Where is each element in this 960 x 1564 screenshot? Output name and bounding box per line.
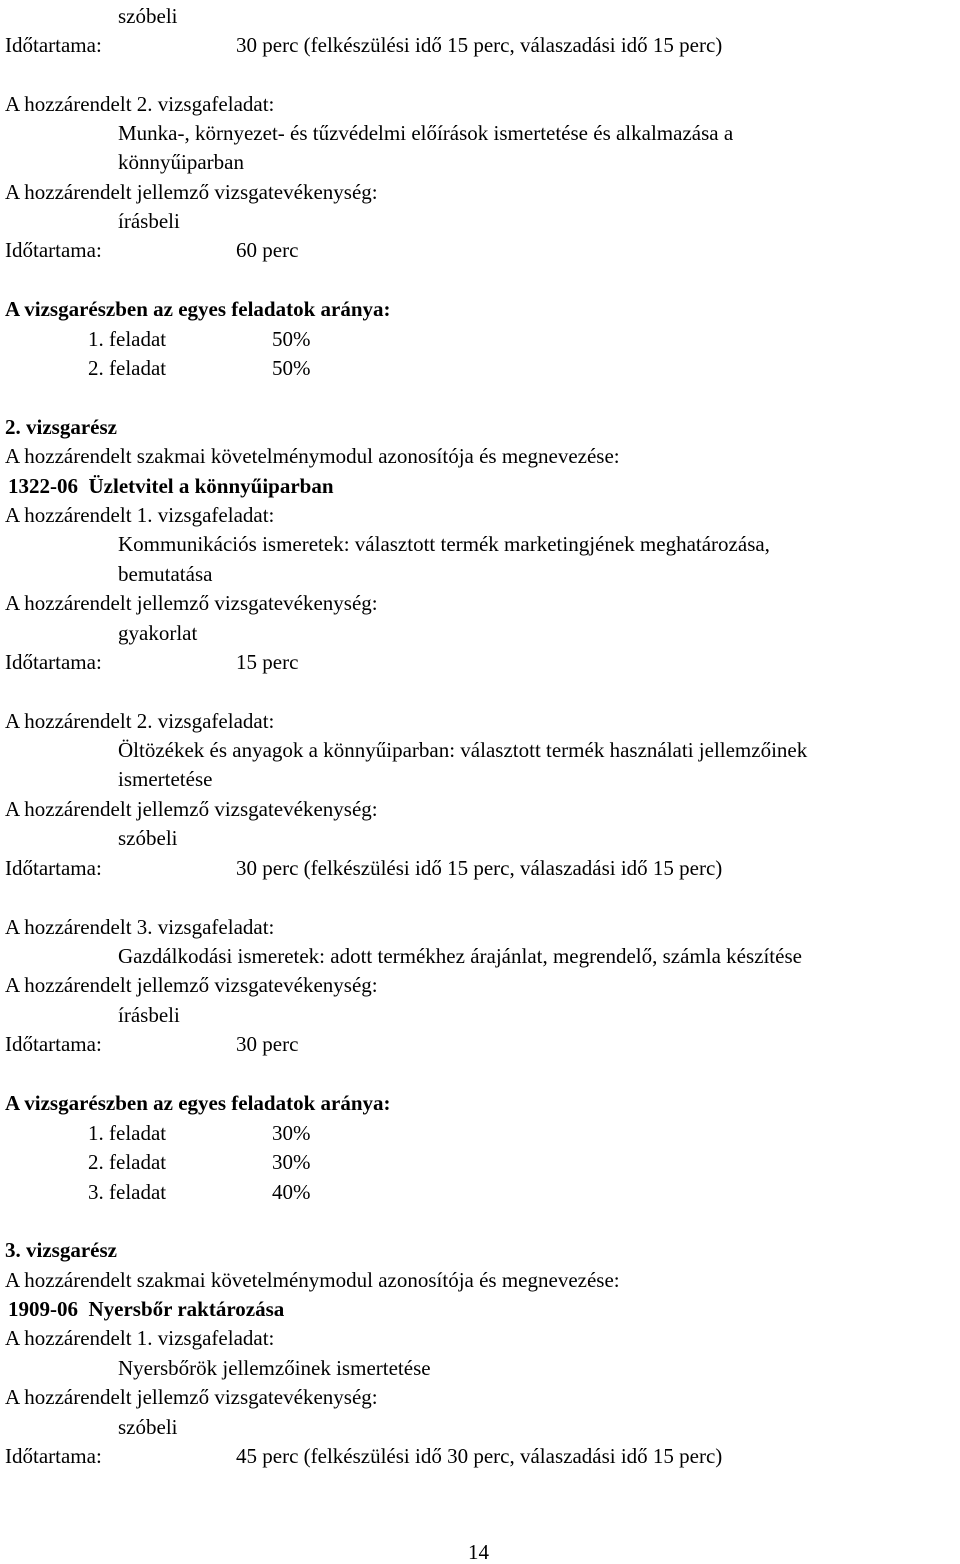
task-ratio-heading: A vizsgarészben az egyes feladatok aránya: [5,297,391,321]
module-title: 1322-06 Üzletvitel a könnyűiparban [8,474,334,498]
duration-value: 45 perc (felkészülési idő 30 perc, válaszadási idő 15 perc) [236,1444,723,1468]
exam-task-description: Kommunikációs ismeretek: választott termék marketingjének meghatározása, [118,532,770,556]
task-ratio-task: 1. feladat [88,1121,167,1145]
exam-task-description: Öltözékek és anyagok a könnyűiparban: választott termék használati jellemzőinek [118,738,808,762]
duration-value: 30 perc (felkészülési idő 15 perc, válaszadási idő 15 perc) [236,856,723,880]
exam-task-heading: A hozzárendelt 1. vizsgafeladat: [5,1326,275,1350]
exam-task-description: könnyűiparban [118,150,244,174]
task-ratio-percent: 30% [272,1150,311,1174]
exam-part-heading: 2. vizsgarész [5,415,117,439]
exam-part-heading: 3. vizsgarész [5,1238,117,1262]
activity-heading: A hozzárendelt jellemző vizsgatevékenység: [5,973,378,997]
module-heading: A hozzárendelt szakmai követelménymodul azonosítója és megnevezése: [5,1268,620,1292]
duration-value: 30 perc (felkészülési idő 15 perc, válaszadási idő 15 perc) [236,33,723,57]
activity-heading: A hozzárendelt jellemző vizsgatevékenység: [5,591,378,615]
duration-label: Időtartama: [5,1444,102,1468]
duration-label: Időtartama: [5,1032,102,1056]
activity-heading: A hozzárendelt jellemző vizsgatevékenység: [5,1385,378,1409]
exam-task-description: Nyersbőrök jellemzőinek ismertetése [118,1356,431,1380]
exam-task-description: ismertetése [118,767,213,791]
task-ratio-heading: A vizsgarészben az egyes feladatok aránya: [5,1091,391,1115]
exam-task-heading: A hozzárendelt 2. vizsgafeladat: [5,92,275,116]
module-title: 1909-06 Nyersbőr raktározása [8,1297,285,1321]
duration-label: Időtartama: [5,33,102,57]
task-ratio-percent: 50% [272,327,311,351]
exam-task-heading: A hozzárendelt 2. vizsgafeladat: [5,709,275,733]
duration-label: Időtartama: [5,650,102,674]
activity-heading: A hozzárendelt jellemző vizsgatevékenység: [5,180,378,204]
task-ratio-task: 2. feladat [88,356,167,380]
duration-value: 30 perc [236,1032,299,1056]
exam-task-description: Munka-, környezet- és tűzvédelmi előírások ismertetése és alkalmazása a [118,121,734,145]
task-ratio-task: 2. feladat [88,1150,167,1174]
duration-value: 60 perc [236,238,299,262]
task-ratio-percent: 50% [272,356,311,380]
task-ratio-task: 1. feladat [88,327,167,351]
task-ratio-task: 3. feladat [88,1180,167,1204]
duration-value: 15 perc [236,650,299,674]
exam-task-description: Gazdálkodási ismeretek: adott termékhez árajánlat, megrendelő, számla készítése [118,944,802,968]
duration-label: Időtartama: [5,856,102,880]
activity-type: gyakorlat [118,621,198,645]
activity-type: szóbeli [118,1415,178,1439]
duration-label: Időtartama: [5,238,102,262]
module-heading: A hozzárendelt szakmai követelménymodul azonosítója és megnevezése: [5,444,620,468]
task-ratio-percent: 40% [272,1180,311,1204]
activity-type: írásbeli [118,1003,180,1027]
exam-task-heading: A hozzárendelt 3. vizsgafeladat: [5,915,275,939]
exam-task-heading: A hozzárendelt 1. vizsgafeladat: [5,503,275,527]
activity-type: szóbeli [118,826,178,850]
activity-heading: A hozzárendelt jellemző vizsgatevékenység: [5,797,378,821]
activity-type: szóbeli [118,4,178,28]
task-ratio-percent: 30% [272,1121,311,1145]
page-number: 14 [468,1540,489,1564]
activity-type: írásbeli [118,209,180,233]
exam-task-description: bemutatása [118,562,213,586]
